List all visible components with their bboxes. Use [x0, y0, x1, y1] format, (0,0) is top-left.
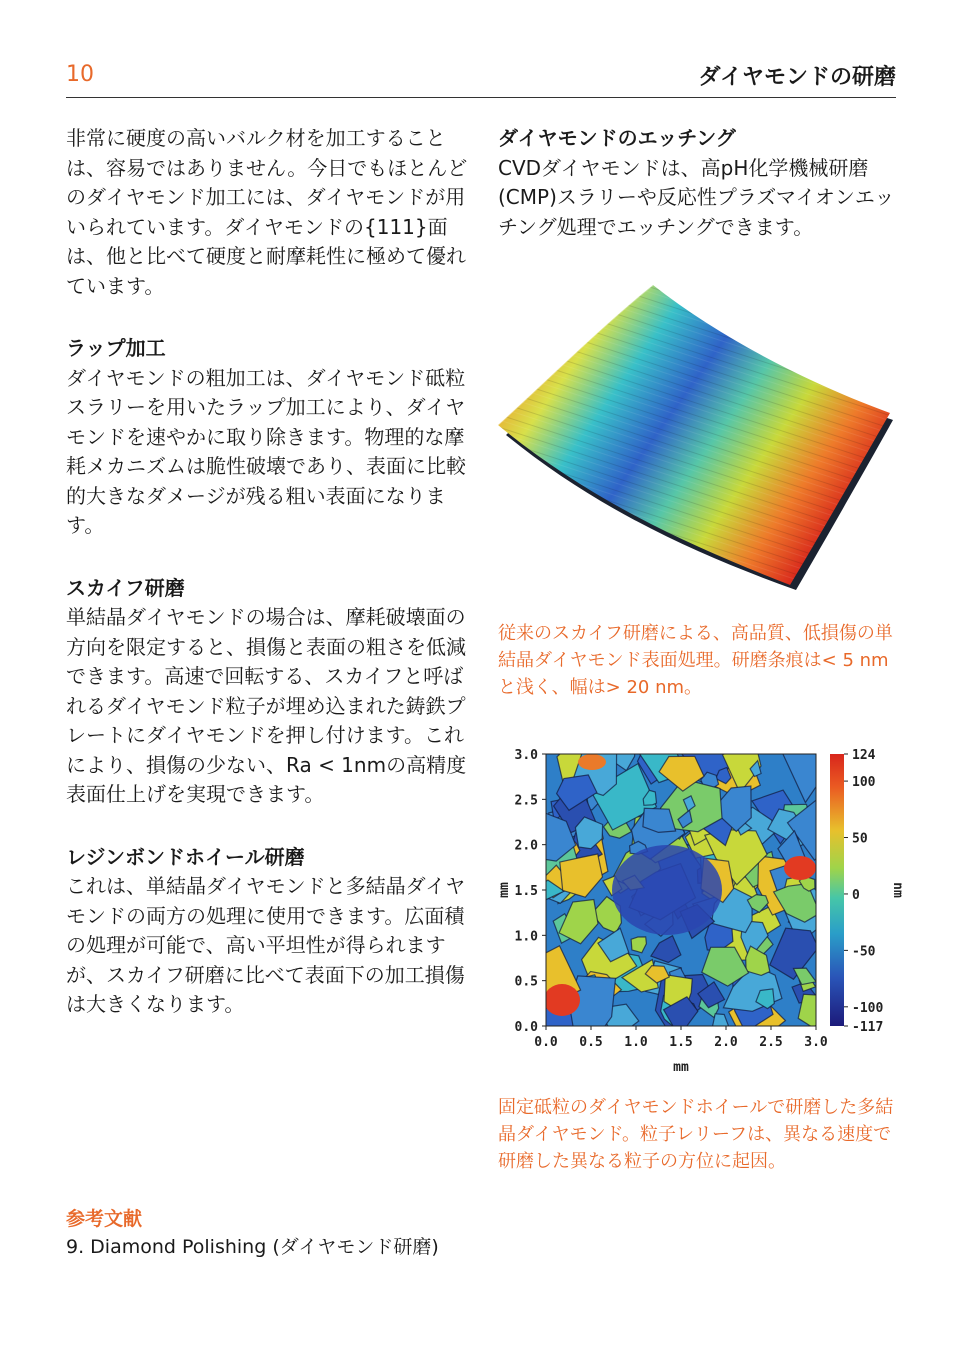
scaife-section [66, 574, 468, 810]
intro-text: 非常に硬度の高いバルク材を加工することは、容易ではありません。今日でもほとんどのダイヤモンド加工には、ダイヤモンドが用いられています。ダイヤモンドの{111}面は、他と比べて硬度と耐摩耗性に極めて優れています。 [66, 126, 468, 298]
running-title: ダイヤモンドの研磨 [698, 65, 896, 90]
y-tick-label: 2.5 [514, 793, 538, 809]
y-tick-label: 3.0 [514, 748, 538, 763]
resin-section [66, 843, 468, 1020]
etching-text: CVDダイヤモンドは、高pH化学機械研磨(CMP)スラリーや反応性プラズマイオンエッチング処理でエッチングできます。 [498, 155, 895, 239]
lapping-section [66, 334, 468, 541]
x-tick-label: 0.5 [579, 1035, 603, 1050]
y-axis-label: mm [497, 882, 512, 898]
resin-text: これは、単結晶ダイヤモンドと多結晶ダイヤモンドの両方の処理に使用できます。広面積の処理が可能で、高い平坦性が得られますが、スカイフ研磨に比べて表面下の加工損傷は大きくなります。 [66, 874, 466, 1016]
references-title: 参考文献 [66, 1208, 143, 1230]
intro-section [66, 124, 468, 301]
y-tick-label: 2.0 [514, 838, 538, 854]
resin-heading: レジンボンドホイール研磨 [66, 844, 305, 869]
x-axis-ticks [534, 1026, 828, 1050]
colorbar-ticks [844, 748, 883, 1035]
figure2-caption: 固定砥粒のダイヤモンドホイールで研磨した多結晶ダイヤモンド。粒子レリーフは、異なる速度で研磨した異なる粒子の方位に起因。 [498, 1097, 894, 1172]
colorbar-tick-label: 100 [852, 775, 876, 791]
colorbar-tick-label: -117 [852, 1020, 884, 1035]
high-spot [784, 856, 816, 880]
colorbar-tick-label: 124 [852, 748, 876, 763]
colorbar-tick-label: -100 [852, 1000, 884, 1016]
etching-heading: ダイヤモンドのエッチング [498, 126, 736, 150]
colorbar-tick-label: 50 [852, 831, 868, 847]
lapping-text: ダイヤモンドの粗加工は、ダイヤモンド砥粒スラリーを用いたラップ加工により、ダイヤモンドを速やかに取り除きます。物理的な摩耗メカニズムは脆性破壊であり、表面に比較的大きなダメージが残る粗い表面になります。 [66, 365, 466, 537]
surface-3d-image [498, 285, 898, 595]
scaife-heading: スカイフ研磨 [66, 575, 185, 600]
colorbar-tick-label: 0 [852, 887, 860, 903]
scaife-text: 単結晶ダイヤモンドの場合は、摩耗破壊面の方向を限定すると、損傷と表面の粗さを低減できます。高速で回転する、スカイフと呼ばれるダイヤモンド粒子が埋め込まれた鋳鉄プレートにダイヤモンドを押し付けます。これにより、損傷の少ない、Ra < 1nmの高精度表面仕上げを実現できます。 [66, 605, 467, 806]
x-tick-label: 2.5 [759, 1035, 783, 1050]
y-tick-label: 0.5 [514, 974, 538, 990]
reference-item: 9. Diamond Polishing (ダイヤモンド研磨) [66, 1236, 439, 1258]
page-number: 10 [66, 62, 94, 87]
y-tick-label: 1.5 [514, 884, 538, 899]
x-axis-label: mm [673, 1060, 689, 1075]
colorbar [830, 754, 844, 1026]
references [66, 1205, 566, 1261]
y-tick-label: 0.0 [514, 1020, 538, 1035]
y-axis-ticks [515, 748, 546, 1035]
x-tick-label: 1.0 [624, 1035, 648, 1050]
figure1-caption: 従来のスカイフ研磨による、高品質、低損傷の単結晶ダイヤモンド表面処理。研磨条痕は< 5 nmと浅く、幅は> 20 nm。 [498, 623, 893, 698]
y-tick-label: 1.0 [514, 929, 538, 945]
afm-heatmap-chart [492, 740, 912, 1080]
high-spot [544, 984, 580, 1016]
x-tick-label: 0.0 [534, 1035, 558, 1050]
high-spot [578, 754, 606, 770]
right-column [498, 124, 898, 242]
x-tick-label: 1.5 [669, 1035, 693, 1050]
x-tick-label: 2.0 [714, 1035, 738, 1050]
surface-streaks [498, 285, 890, 585]
header-rule [66, 97, 896, 98]
colorbar-tick-label: -50 [852, 944, 876, 960]
left-column [66, 124, 468, 1053]
colorbar-label: nm [890, 882, 905, 898]
x-tick-label: 3.0 [804, 1035, 828, 1050]
lapping-heading: ラップ加工 [66, 336, 166, 360]
low-region [612, 845, 722, 935]
